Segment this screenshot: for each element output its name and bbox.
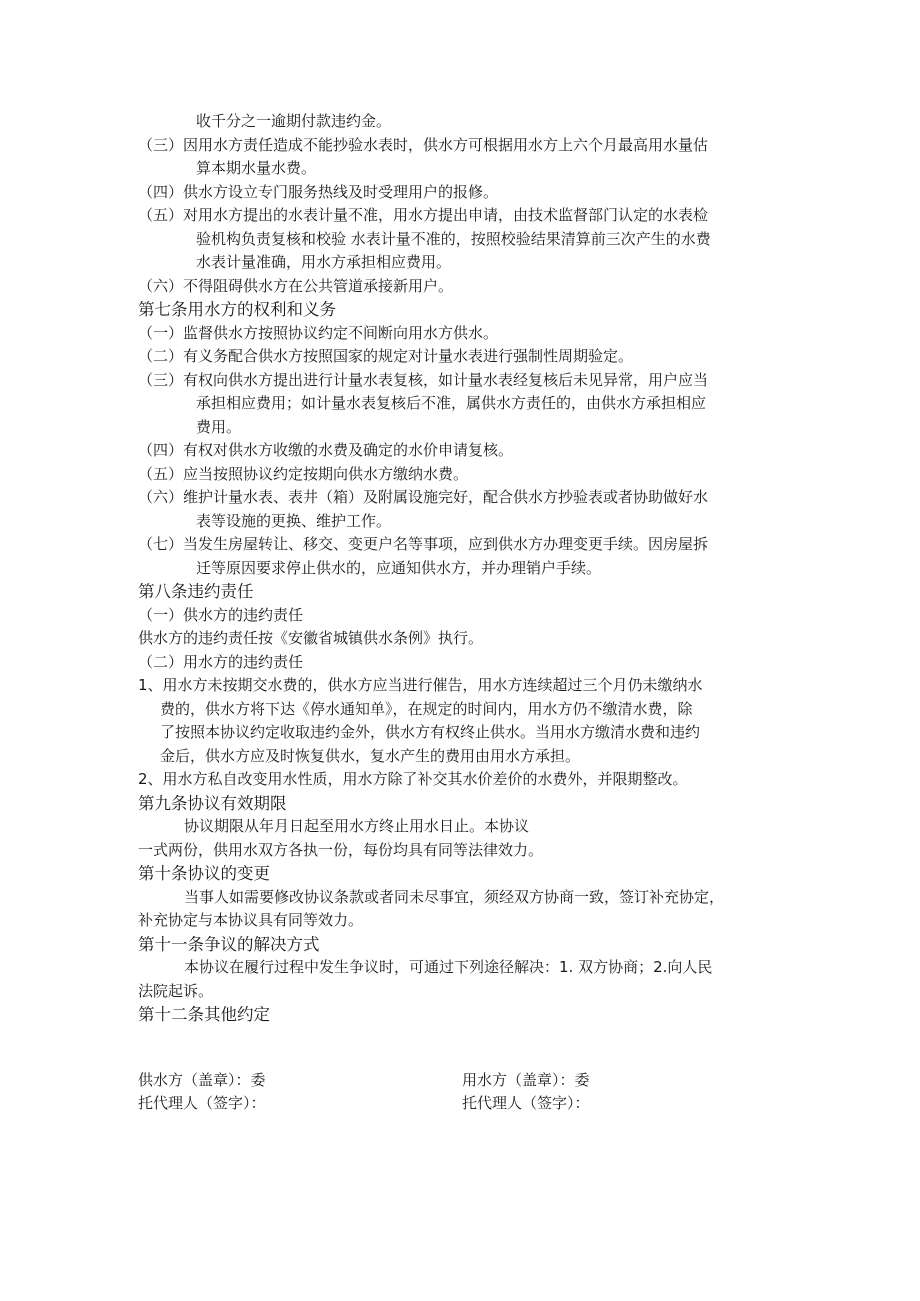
text-line: 补充协定与本协议具有同等效力。 (138, 911, 364, 929)
text-line: （一）供水方的违约责任 (138, 605, 304, 624)
supplier-stamp-label: 供水方（盖章）：委 (138, 1071, 266, 1089)
section-heading: 第十二条其他约定 (138, 1005, 270, 1024)
text-line: （四）有权对供水方收缴的水费及确定的水价申请复核。 (138, 441, 514, 459)
text-line: 承担相应费用；如计量水表复核后不准，属供水方责任的，由供水方承担相应 (196, 394, 707, 412)
text-line: 算本期水量水费。 (196, 159, 317, 177)
text-line: 了按照本协议约定收取违约金外，供水方有权终止供水。当用水方缴清水费和违约 (160, 723, 701, 741)
text-line: （四）供水方设立专门服务热线及时受理用户的报修。 (138, 182, 499, 201)
text-line: 2、用水方私自改变用水性质，用水方除了补交其水价差价的水费外，并限期整改。 (138, 770, 688, 788)
text-line: （二）有义务配合供水方按照国家的规定对计量水表进行强制性周期验定。 (138, 347, 634, 365)
text-line: （三）有权向供水方提出进行计量水表复核，如计量水表经复核后未见异常，用户应当 (138, 370, 709, 389)
text-line: 费用。 (196, 417, 242, 436)
text-line: 协议期限从年月日起至用水方终止用水日止。本协议 (184, 817, 530, 835)
section-heading: 第十条协议的变更 (138, 864, 270, 883)
contract-text (138, 110, 798, 1027)
text-line: （二）用水方的违约责任 (138, 652, 304, 671)
text-line: 供水方的违约责任按《安徽省城镇供水条例》执行。 (138, 629, 484, 647)
signature-block (138, 1069, 798, 1115)
text-line: （五）应当按照协议约定按期向供水方缴纳水费。 (138, 464, 469, 483)
text-line: 迁等原因要求停止供水的，应通知供水方，并办理销户手续。 (196, 558, 602, 577)
text-line: （五）对用水方提出的水表计量不准，用水方提出申请，由技术监督部门认定的水表检 (138, 206, 709, 224)
text-line: 费的，供水方将下达《停水通知单》，在规定的时间内，用水方仍不缴清水费，除 (160, 699, 693, 718)
section-heading: 第九条协议有效期限 (138, 793, 287, 813)
text-line: 法院起诉。 (138, 981, 214, 1000)
text-line: （一）监督供水方按照协议约定不间断向用水方供水。 (138, 323, 499, 342)
supplier-agent-label: 托代理人（签字）： (138, 1094, 266, 1112)
text-line: （六）不得阻碍供水方在公共管道承接新用户。 (138, 276, 454, 295)
text-line: 当事人如需要修改协议条款或者同未尽事宜，须经双方协商一致，签订补充协定， (184, 887, 725, 906)
text-line: 表等设施的更换、维护工作。 (196, 511, 392, 530)
section-heading: 第十一条争议的解决方式 (138, 934, 320, 954)
signature-row-stamp (138, 1069, 798, 1092)
signature-row-agent (138, 1092, 798, 1115)
text-line: 一式两份，供用水双方各执一份，每份均具有同等法律效力。 (138, 840, 544, 859)
text-line: 金后，供水方应及时恢复供水，复水产生的费用由用水方承担。 (160, 746, 581, 765)
text-line: 水表计量准确，用水方承担相应费用。 (196, 253, 452, 271)
text-line: （七）当发生房屋转让、移交、变更户名等事项，应到供水方办理变更手续。因房屋拆 (138, 535, 709, 553)
text-line: 本协议在履行过程中发生争议时，可通过下列途径解决：1. 双方协商；2.向人民 (184, 958, 713, 976)
text-line: 验机构负责复核和校验 水表计量不准的，按照校验结果清算前三次产生的水费 (196, 229, 711, 248)
text-line: 收千分之一逾期付款违约金。 (196, 112, 392, 130)
user-agent-label: 托代理人（签字）： (462, 1094, 590, 1112)
user-stamp-label: 用水方（盖章）：委 (462, 1071, 590, 1089)
section-heading: 第八条违约责任 (138, 582, 254, 601)
section-heading: 第七条用水方的权利和义务 (138, 300, 336, 319)
text-line: （三）因用水方责任造成不能抄验水表时，供水方可根据用水方上六个月最高用水量估 (138, 135, 709, 154)
text-line: 1、用水方未按期交水费的，供水方应当进行催告，用水方连续超过三个月仍未缴纳水 (138, 676, 703, 694)
text-line: （六）维护计量水表、表井（箱）及附属设施完好，配合供水方抄验表或者协助做好水 (138, 488, 709, 506)
